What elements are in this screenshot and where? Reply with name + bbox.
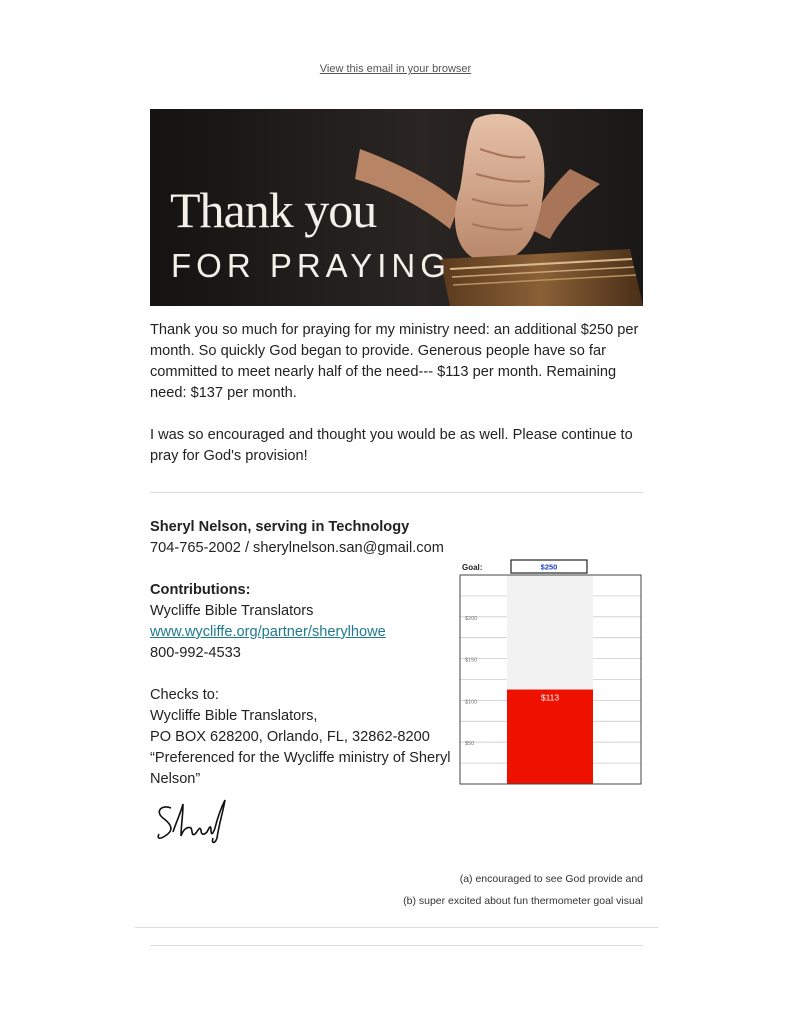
hero-subtitle: FOR PRAYING [171,247,451,284]
contact-block [150,517,450,790]
goal-title: Goal: [462,563,483,572]
partner-link[interactable]: www.wycliffe.org/partner/sherylhowe [150,624,386,640]
message-paragraph-2: I was so encouraged and thought you would be as well. Please continue to pray for God's provision! [150,427,633,464]
y-tick-label: $200 [465,615,478,622]
y-tick-label: $100 [465,699,478,706]
signature-image [153,794,233,846]
checks-org: Wycliffe Bible Translators, [150,708,318,724]
preference-line-1: “Preferenced for the Wycliffe ministry of Sheryl [150,750,451,766]
message-paragraph-1: Thank you so much for praying for my ministry need: an additional $250 per month. So quickly God began to provide. Generous people have so far committed to meet nearly half of the need--- $113 per month. Remaining need: $137 per month. [150,322,639,401]
org-phone: 800-992-4533 [150,645,241,661]
sender-name: Sheryl Nelson, serving in Technology [150,519,410,535]
hero-banner [150,109,643,306]
mailing-address: PO BOX 628200, Orlando, FL, 32862-8200 [150,729,430,745]
message-body [150,320,643,488]
hero-title: Thank you [170,182,377,238]
footer-divider-1 [135,927,658,928]
goal-value-label: $250 [540,562,558,572]
preference-line-2: Nelson” [150,771,201,787]
thermometer-goal-chart [459,558,643,786]
checks-heading: Checks to: [150,687,219,703]
raised-bar [507,690,593,784]
y-tick-label: $50 [465,741,475,748]
view-in-browser-link[interactable]: View this email in your browser [319,63,472,75]
footer-divider-2 [150,945,643,946]
raised-value-label: $113 [540,692,560,703]
sender-phone-email: 704-765-2002 / sherylnelson.san@gmail.com [150,540,444,556]
contributions-org: Wycliffe Bible Translators [150,603,314,619]
caption-line-1: (a) encouraged to see God provide and [459,873,643,885]
y-tick-label: $150 [465,657,478,664]
contributions-heading: Contributions: [150,582,251,598]
section-divider [150,492,643,493]
caption-line-2: (b) super excited about fun thermometer goal visual [403,895,643,907]
